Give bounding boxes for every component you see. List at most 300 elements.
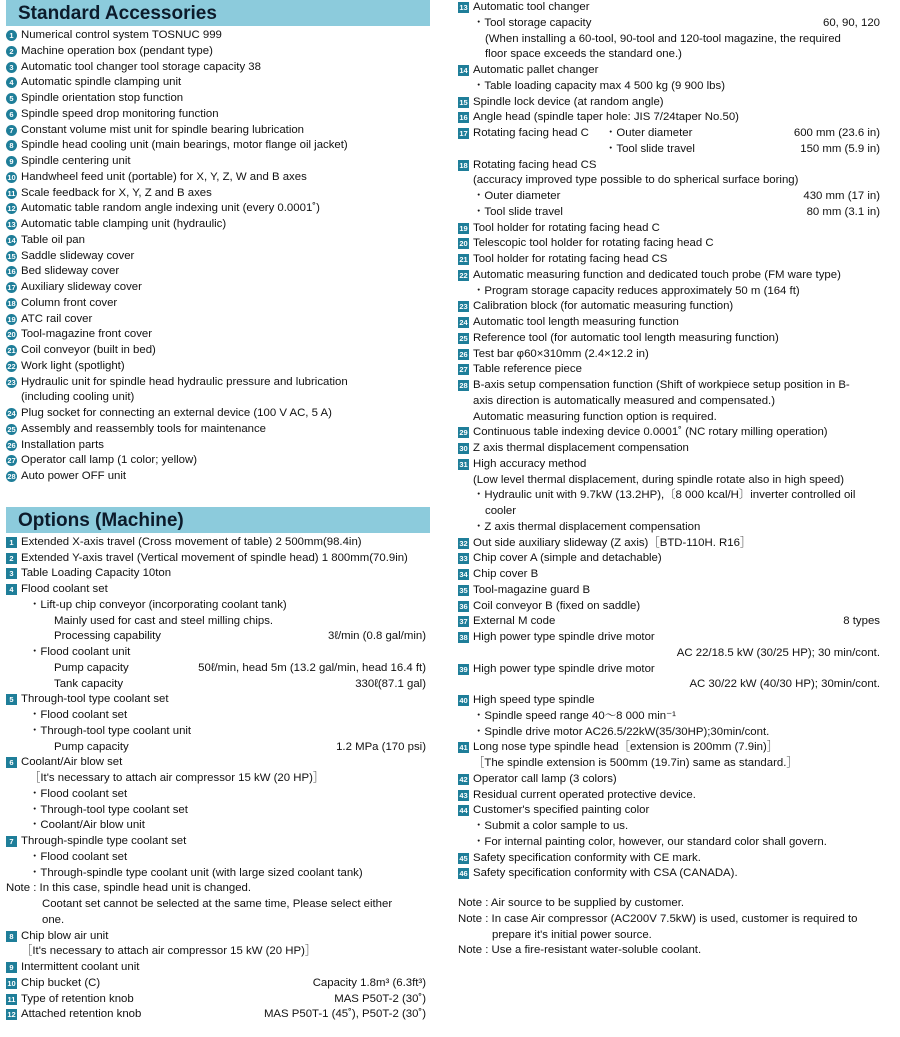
list-item <box>458 173 884 189</box>
list-item <box>458 189 884 205</box>
item-text: (Low level thermal displacement, during spindle rotate also in high speed) <box>473 473 845 486</box>
list-item <box>6 818 430 834</box>
list-item <box>458 520 884 536</box>
list-item <box>458 331 884 347</box>
list-item <box>6 249 430 265</box>
list-item <box>458 284 884 300</box>
item-text: Intermittent coolant unit <box>21 961 140 973</box>
item-text: Rotating facing head CS <box>473 158 597 171</box>
item-number-badge: 42 <box>459 774 468 784</box>
item-text: Hydraulic unit for spindle head hydraulic pressure and lubrication <box>21 375 348 388</box>
item-text: ・Through-tool type coolant set <box>29 803 188 816</box>
item-text: Automatic table clamping unit (hydraulic) <box>21 218 227 230</box>
list-item <box>458 614 884 630</box>
list-item <box>6 170 430 186</box>
item-text: Note : In this case, spindle head unit is changed. <box>6 882 252 895</box>
list-item <box>458 441 884 457</box>
list-item <box>458 756 884 772</box>
item-text: Work light (spotlight) <box>21 359 125 372</box>
list-item <box>6 75 430 91</box>
note-line: Note : Use a fire-resistant water-soluble coolant. <box>458 944 702 957</box>
list-item <box>6 677 430 693</box>
item-text: Coil conveyor B (fixed on saddle) <box>473 599 641 612</box>
item-number-badge: 5 <box>6 93 17 104</box>
item-number-badge: 27 <box>7 456 16 466</box>
list-item <box>6 217 430 233</box>
list-item <box>6 629 430 645</box>
list-item <box>6 582 430 598</box>
list-item <box>458 803 884 819</box>
list-item <box>6 438 430 454</box>
item-number-badge: 15 <box>459 97 468 107</box>
standard-accessories-heading: Standard Accessories <box>6 0 430 26</box>
item-number-badge: 28 <box>7 472 16 481</box>
item-text: ・Program storage capacity reduces approximately 50 m (164 ft) <box>473 284 800 297</box>
list-item <box>6 661 430 677</box>
item-text: Processing capability <box>54 630 161 643</box>
list-item <box>458 142 884 158</box>
list-item <box>458 268 884 284</box>
item-number-badge: 37 <box>459 617 468 627</box>
item-number-badge: 19 <box>7 314 16 324</box>
list-item <box>458 819 884 835</box>
item-text: Flood coolant set <box>21 583 108 595</box>
item-value: MAS P50T-1 (45˚), P50T-2 (30˚) <box>263 1008 426 1021</box>
list-item <box>458 662 884 678</box>
item-text: Automatic measuring function and dedicated touch probe (FM ware type) <box>473 268 841 281</box>
item-text: Telescopic tool holder for rotating facing head C <box>473 237 714 250</box>
item-text: ［It's necessary to attach air compressor 15 kW (20 HP)］ <box>21 945 317 958</box>
item-number-badge: 18 <box>459 160 468 170</box>
item-text: High power type spindle drive motor <box>473 662 655 675</box>
item-number-badge: 19 <box>459 223 468 233</box>
list-item <box>6 960 430 976</box>
item-number-badge: 15 <box>7 251 16 261</box>
item-text: Operator call lamp (1 color; yellow) <box>21 454 197 467</box>
list-item <box>458 110 884 126</box>
item-text: Safety specification conformity with CE mark. <box>473 851 701 864</box>
item-value: Capacity 1.8m³ (6.3ft³) <box>312 976 426 989</box>
item-number-badge: 45 <box>459 853 468 863</box>
item-text: ・Hydraulic unit with 9.7kW (13.2HP),〔8 000 kcal/H〕inverter controlled oil <box>473 489 856 502</box>
list-item <box>6 453 430 469</box>
list-item <box>6 280 430 296</box>
list-item <box>458 772 884 788</box>
item-number-badge: 25 <box>7 424 16 434</box>
item-text: (accuracy improved type possible to do spherical surface boring) <box>473 174 799 187</box>
list-item <box>6 708 430 724</box>
item-value: 430 mm (17 in) <box>803 190 880 202</box>
item-value: 150 mm (5.9 in) <box>800 142 880 155</box>
list-item <box>458 583 884 599</box>
list-item <box>458 205 884 221</box>
item-number-badge: 35 <box>459 585 468 595</box>
list-item <box>458 425 884 441</box>
item-text: Table oil pan <box>21 233 85 246</box>
item-text: ・Flood coolant set <box>29 787 128 800</box>
list-item <box>6 598 430 614</box>
item-number-badge: 6 <box>6 757 17 768</box>
list-item <box>458 378 884 394</box>
item-text: External M code <box>473 615 556 628</box>
item-number-badge: 14 <box>459 66 468 75</box>
list-item <box>6 327 430 343</box>
item-text: Attached retention knob <box>21 1008 142 1021</box>
item-text: Automatic table random angle indexing unit (every 0.0001˚) <box>21 202 320 215</box>
item-text: ・Lift-up chip conveyor (incorporating coolant tank) <box>29 598 287 611</box>
item-text: ・Tool storage capacity <box>473 16 592 29</box>
item-text: Numerical control system TOSNUC 999 <box>21 29 222 41</box>
list-item <box>6 866 430 882</box>
item-text: Saddle slideway cover <box>21 249 135 262</box>
list-item <box>6 375 430 391</box>
item-number-badge: 38 <box>459 633 468 642</box>
item-text: Z axis thermal displacement compensation <box>473 442 689 454</box>
item-text: High power type spindle drive motor <box>473 631 655 643</box>
item-text: one. <box>42 913 65 926</box>
list-item <box>6 787 430 803</box>
item-text: Auxiliary slideway cover <box>21 281 142 293</box>
list-item <box>6 201 430 217</box>
item-number-badge: 5 <box>6 694 17 705</box>
item-number-badge: 23 <box>459 302 468 312</box>
item-number-badge: 6 <box>6 109 17 120</box>
list-item <box>458 158 884 174</box>
list-item <box>458 63 884 79</box>
item-text: Chip bucket (C) <box>21 976 101 989</box>
list-item <box>458 315 884 331</box>
item-text: Test bar φ60×310mm (2.4×12.2 in) <box>473 347 649 360</box>
list-item <box>458 866 884 882</box>
item-number-badge: 13 <box>7 220 16 229</box>
item-text: ・Z axis thermal displacement compensation <box>473 520 701 533</box>
item-text: ・Flood coolant set <box>29 709 128 721</box>
item-number-badge: 39 <box>459 664 468 674</box>
item-text: ・Submit a color sample to us. <box>473 820 629 832</box>
item-text: Pump capacity <box>54 740 129 753</box>
list-item <box>6 28 430 44</box>
list-item <box>458 551 884 567</box>
item-text: Spindle orientation stop function <box>21 92 184 104</box>
list-item <box>6 60 430 76</box>
standard-accessories-list <box>6 28 430 485</box>
item-text: ・Through-tool type coolant unit <box>29 724 192 737</box>
item-text: Tool-magazine guard B <box>473 583 591 596</box>
item-number-badge: 8 <box>6 931 17 942</box>
list-item <box>458 740 884 756</box>
list-item <box>6 422 430 438</box>
item-text: ［It's necessary to attach air compressor 15 kW (20 HP)］ <box>29 772 325 784</box>
item-text: Through-spindle type coolant set <box>21 835 187 847</box>
list-item <box>6 343 430 359</box>
item-number-badge: 3 <box>6 568 17 579</box>
item-text: Automatic tool changer <box>473 1 590 13</box>
item-number-badge: 7 <box>6 836 17 847</box>
list-item <box>458 16 884 32</box>
item-value: MAS P50T-2 (30˚) <box>334 992 426 1005</box>
list-item <box>6 692 430 708</box>
item-text: ・Flood coolant unit <box>29 646 131 658</box>
list-item <box>6 976 430 992</box>
list-item <box>458 835 884 851</box>
item-number-badge: 46 <box>459 869 468 879</box>
item-number-badge: 17 <box>7 283 16 292</box>
note-line: Note : In case Air compressor (AC200V 7.5kW) is used, customer is required to <box>458 912 858 925</box>
item-value: 600 mm (23.6 in) <box>793 127 880 139</box>
list-item <box>458 788 884 804</box>
list-item <box>458 851 884 867</box>
item-value: AC 22/18.5 kW (30/25 HP); 30 min/cont. <box>676 646 880 659</box>
item-number-badge: 11 <box>7 994 16 1004</box>
item-number-badge: 16 <box>7 267 16 277</box>
item-text: Spindle speed drop monitoring function <box>21 107 219 120</box>
list-item <box>6 881 430 897</box>
item-text: axis direction is automatically measured and compensated.) <box>473 394 776 407</box>
item-value: 50ℓ/min, head 5m (13.2 gal/min, head 16.4 ft) <box>198 661 426 674</box>
item-number-badge: 23 <box>7 377 16 387</box>
item-text: Tool-magazine front cover <box>21 328 153 341</box>
notes <box>458 896 884 959</box>
item-number-badge: 20 <box>459 239 468 249</box>
item-text: ・Spindle drive motor AC26.5/22kW(35/30HP);30min/cont. <box>473 725 770 738</box>
item-value: 330ℓ(87.1 gal) <box>355 677 426 690</box>
list-item <box>458 693 884 709</box>
list-item <box>458 457 884 473</box>
list-item <box>458 709 884 725</box>
item-text: Continuous table indexing device 0.0001˚ (NC rotary milling operation) <box>473 426 828 439</box>
item-number-badge: 11 <box>7 188 16 198</box>
list-item <box>6 992 430 1008</box>
item-number-badge: 33 <box>459 554 468 564</box>
list-item <box>458 79 884 95</box>
item-text: Extended Y-axis travel (Vertical movement of spindle head) 1 800mm(70.9in) <box>21 551 408 564</box>
item-text: ・Through-spindle type coolant unit (with large sized coolant tank) <box>29 866 363 879</box>
list-item <box>458 504 884 520</box>
item-value: 60, 90, 120 <box>822 16 880 29</box>
list-item <box>458 488 884 504</box>
list-item <box>458 536 884 552</box>
list-item <box>458 221 884 237</box>
list-item <box>458 299 884 315</box>
item-text: ・Outer diameter <box>473 190 561 202</box>
item-text: Out side auxiliary slideway (Z axis)［BTD-110H. R16］ <box>473 536 752 549</box>
list-item <box>6 107 430 123</box>
item-number-badge: 24 <box>459 318 468 327</box>
item-number-badge: 1 <box>6 30 17 41</box>
list-item <box>6 614 430 630</box>
list-item <box>6 929 430 945</box>
list-item <box>458 473 884 489</box>
options-machine-heading: Options (Machine) <box>6 507 430 533</box>
item-number-badge: 31 <box>459 459 468 469</box>
list-item <box>458 126 884 142</box>
item-text: (including cooling unit) <box>21 391 135 404</box>
item-number-badge: 4 <box>6 77 17 88</box>
list-item <box>6 1007 430 1023</box>
list-item <box>458 410 884 426</box>
list-item <box>6 551 430 567</box>
list-item <box>6 469 430 485</box>
item-number-badge: 21 <box>459 255 468 264</box>
list-item <box>6 44 430 60</box>
item-number-badge: 12 <box>7 204 16 214</box>
item-text: Spindle head cooling unit (main bearings, motor flange oil jacket) <box>21 139 348 152</box>
item-number-badge: 26 <box>7 440 16 450</box>
list-item <box>458 630 884 646</box>
list-item <box>6 91 430 107</box>
list-item <box>458 677 884 693</box>
list-item <box>6 535 430 551</box>
item-number-badge: 9 <box>6 962 17 973</box>
item-text: Through-tool type coolant set <box>21 693 169 706</box>
item-number-badge: 1 <box>6 537 17 548</box>
item-text: Table reference piece <box>473 363 582 376</box>
item-number-badge: 34 <box>459 570 468 579</box>
item-text: Plug socket for connecting an external device (100 V AC, 5 A) <box>21 407 332 419</box>
list-item <box>6 944 430 960</box>
item-text: ATC rail cover <box>21 312 93 325</box>
list-item <box>6 724 430 740</box>
item-text: ・Spindle speed range 40～8 000 min⁻¹ <box>473 709 676 722</box>
item-number-badge: 28 <box>459 381 468 390</box>
item-text: B-axis setup compensation function (Shift of workpiece setup position in B- <box>473 379 850 391</box>
item-text: Constant volume mist unit for spindle bearing lubrication <box>21 123 305 136</box>
item-number-badge: 22 <box>7 361 16 371</box>
item-value: 3ℓ/min (0.8 gal/min) <box>327 630 426 643</box>
item-number-badge: 41 <box>459 743 468 753</box>
item-number-badge: 3 <box>6 62 17 73</box>
item-number-badge: 8 <box>6 140 17 151</box>
item-text: Coolant/Air blow set <box>21 756 123 769</box>
item-text: floor space exceeds the standard one.) <box>485 48 682 61</box>
item-value: 80 mm (3.1 in) <box>806 205 880 218</box>
item-number-badge: 12 <box>7 1010 16 1020</box>
item-text: Cootant set cannot be selected at the same time, Please select either <box>42 898 393 910</box>
list-item <box>6 154 430 170</box>
item-text: Tool holder for rotating facing head CS <box>473 253 668 265</box>
item-value: 8 types <box>843 615 880 628</box>
item-text: Long nose type spindle head［extension is 200mm (7.9in)］ <box>473 741 779 754</box>
item-text: Spindle lock device (at random angle) <box>473 95 664 108</box>
item-number-badge: 44 <box>459 806 468 816</box>
list-item <box>6 566 430 582</box>
item-text: (When installing a 60-tool, 90-tool and 120-tool magazine, the required <box>485 32 841 45</box>
item-number-badge: 9 <box>6 156 17 167</box>
list-item <box>458 47 884 63</box>
item-text: ・Coolant/Air blow unit <box>29 819 145 832</box>
item-number-badge: 10 <box>7 978 16 988</box>
options-machine-list <box>6 535 430 1023</box>
list-item <box>458 0 884 16</box>
item-text: Calibration block (for automatic measuring function) <box>473 300 734 313</box>
item-text: High speed type spindle <box>473 694 595 706</box>
item-value: 1.2 MPa (170 psi) <box>336 740 426 753</box>
item-number-badge: 43 <box>459 790 468 800</box>
list-item <box>6 359 430 375</box>
list-item <box>458 362 884 378</box>
item-text: Automatic tool length measuring function <box>473 316 679 328</box>
item-text: ・Table loading capacity max 4 500 kg (9 900 lbs) <box>473 79 726 92</box>
item-number-badge: 20 <box>7 330 16 340</box>
item-text: Chip cover B <box>473 568 539 580</box>
item-text: Pump capacity <box>54 661 129 674</box>
list-item <box>6 850 430 866</box>
list-item <box>6 233 430 249</box>
list-item <box>458 646 884 662</box>
item-number-badge: 14 <box>7 235 16 245</box>
item-number-badge: 21 <box>7 346 16 355</box>
list-item <box>6 186 430 202</box>
list-item <box>6 834 430 850</box>
item-text: Table Loading Capacity 10ton <box>21 567 172 580</box>
item-text: Residual current operated protective device. <box>473 788 696 801</box>
item-number-badge: 36 <box>459 601 468 611</box>
note-line: Note : Air source to be supplied by customer. <box>458 897 685 909</box>
list-item <box>6 123 430 139</box>
item-text: Installation parts <box>21 438 104 451</box>
item-number-badge: 27 <box>459 365 468 375</box>
item-text: ［The spindle extension is 500mm (19.7in) same as standard.］ <box>473 757 798 769</box>
item-text: Automatic spindle clamping unit <box>21 76 182 89</box>
right-column <box>458 0 884 959</box>
item-number-badge: 13 <box>459 3 468 12</box>
item-text: Extended X-axis travel (Cross movement of table) 2 500mm(98.4in) <box>21 535 362 548</box>
item-text: Coil conveyor (built in bed) <box>21 344 156 356</box>
item-text: Spindle centering unit <box>21 155 131 167</box>
item-number-badge: 32 <box>459 538 468 548</box>
item-text: Bed slideway cover <box>21 265 120 278</box>
item-text: Reference tool (for automatic tool length measuring function) <box>473 331 779 344</box>
item-text: Auto power OFF unit <box>21 470 127 482</box>
list-item <box>6 740 430 756</box>
item-text: Safety specification conformity with CSA (CANADA). <box>473 867 738 880</box>
list-item <box>458 599 884 615</box>
item-text: ・Flood coolant set <box>29 850 128 863</box>
options-machine-list-continued <box>458 0 884 882</box>
list-item <box>458 95 884 111</box>
item-text: Rotating facing head C <box>473 127 589 139</box>
item-text: High accuracy method <box>473 457 587 470</box>
item-number-badge: 29 <box>459 428 468 438</box>
item-number-badge: 7 <box>6 125 17 136</box>
item-text: Assembly and reassembly tools for maintenance <box>21 422 267 435</box>
item-number-badge: 4 <box>6 584 17 595</box>
item-text: Automatic measuring function option is required. <box>473 410 717 423</box>
list-item <box>458 567 884 583</box>
list-item <box>6 264 430 280</box>
list-item <box>6 390 430 406</box>
item-text: ・Tool slide travel <box>473 205 563 218</box>
list-item <box>458 236 884 252</box>
item-text: Automatic pallet changer <box>473 64 599 76</box>
item-number-badge: 10 <box>7 172 16 182</box>
item-number-badge: 30 <box>459 444 468 453</box>
item-text: Chip cover A (simple and detachable) <box>473 552 662 565</box>
item-text: Customer's specified painting color <box>473 804 650 817</box>
item-text: Machine operation box (pendant type) <box>21 44 213 57</box>
item-number-badge: 18 <box>7 298 16 308</box>
item-text: Chip blow air unit <box>21 929 109 942</box>
item-text: Scale feedback for X, Y, Z and B axes <box>21 186 212 199</box>
list-item <box>6 406 430 422</box>
item-text: Column front cover <box>21 296 118 309</box>
list-item <box>6 755 430 771</box>
list-item <box>6 296 430 312</box>
item-text: Operator call lamp (3 colors) <box>473 772 617 785</box>
left-column <box>6 0 430 1023</box>
list-item <box>6 803 430 819</box>
item-text: ・For internal painting color, however, our standard color shall govern. <box>473 835 827 848</box>
